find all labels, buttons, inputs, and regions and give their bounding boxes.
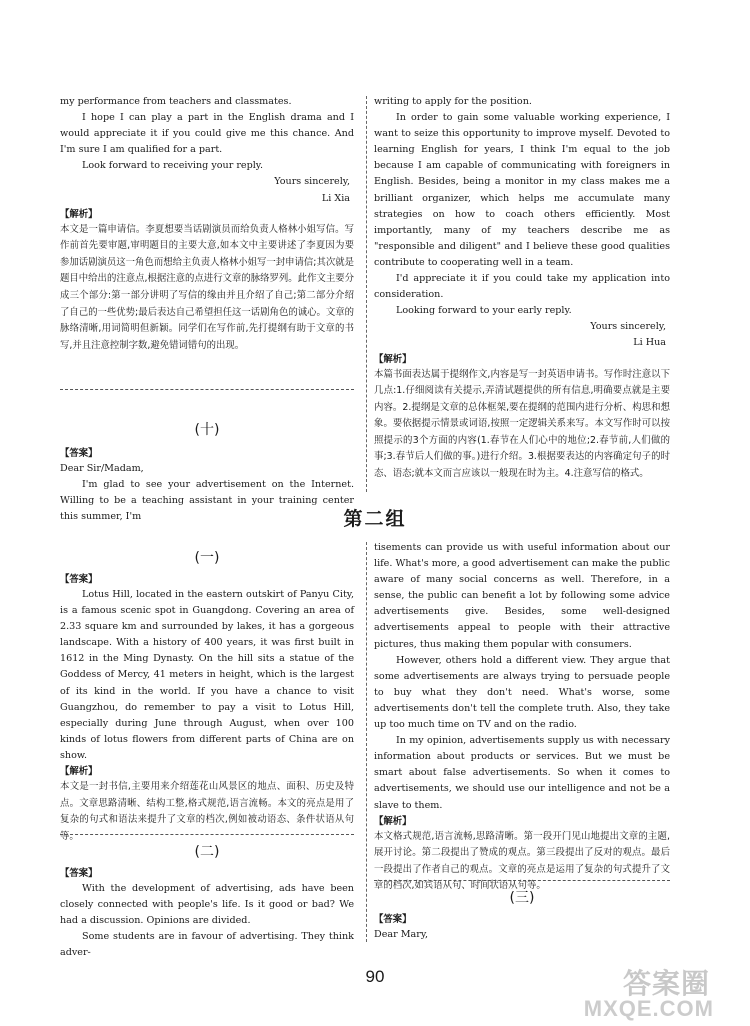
signature: Li Xia [321, 192, 350, 204]
signoff: Yours sincerely, [590, 321, 666, 333]
answer-paragraph: Lotus Hill, located in the eastern outskirt of Panyu City, is a famous scenic spot in Guangdong. Covering an area of 2.33 square km and surrounded by lakes, it has a gorgeous landscape. With a history of 400 years, it was first built in 1612 in the Ming Dynasty. On the hill sits a statue of the Goddess of Mercy, 41 meters in height, which is the largest of its kind in the world. If you have a chance to visit Guangzhou, do remember to pay a visit to Lotus Hill, especially during June through August, when over 100 kinds of lotus flowers from different parts of China are on show. [60, 589, 354, 761]
section-separator [374, 880, 670, 881]
signature: Li Hua [633, 337, 666, 349]
answer-paragraph: In my opinion, advertisements supply us with necessary information about products or services. But we must be smart about false advertisements. So when it comes to advertisements, we should use our intelligence and not be a slave to them. [374, 735, 670, 811]
section-number: (二) [194, 844, 220, 860]
letter-closing: Looking forward to your early reply. [396, 305, 572, 317]
analysis-text: 本篇书面表达属于提纲作文,内容是写一封英语申请书。写作时注意以下几点:1.仔细阅读有关提示,弄清试题提供的所有信息,明确要点就是主要内容。2.提纲是文章的总体框架,要在提纲的范围内进行分析、构思和想象。要依据提示情景或词语,按照一定逻辑关系来写。本文写作时可以按照提示的3个方面的内容(1.春节在人们心中的地位;2.春节前,人们做的事;3.春节后人们做的事。)进行介绍。3.根据要表达的内容确定句子的时态、语态;就本文而言应该以一般现在时为主。4.注意写信的格式。 [374, 368, 670, 480]
section-number: (三) [509, 890, 535, 906]
bottom-right-third [374, 888, 670, 943]
salutation: Dear Mary, [374, 929, 429, 940]
letter-closing: Look forward to receiving your reply. [82, 160, 264, 172]
bottom-left-second [60, 842, 354, 961]
section-number: (十) [194, 422, 220, 438]
top-right-column [374, 94, 670, 483]
signoff: Yours sincerely, [274, 176, 350, 188]
column-divider-top [366, 96, 367, 492]
analysis-label: 【解析】 [374, 353, 412, 365]
letter-line: writing to apply for the position. [374, 96, 532, 107]
answer-paragraph: tisements can provide us with useful information about our life. What's more, a good advertisement can make the public aware of many social concerns as well. Therefore, in a sense, the public can benefit a lot by following some advice advertisements give. Besides, some well-designed advertisements appeal to people with their attractive pictures, thus making them popular with consumers. [374, 542, 670, 650]
salutation: Dear Sir/Madam, [60, 463, 144, 474]
section-separator [60, 834, 354, 835]
section-number: (一) [194, 550, 220, 566]
letter-paragraph: I hope I can play a part in the English drama and I would appreciate it if you could give me this chance. And I'm sure I am qualified for a part. [60, 112, 354, 156]
section-separator [60, 389, 354, 390]
page-number: 90 [365, 967, 385, 986]
answer-label: 【答案】 [60, 868, 98, 879]
letter-paragraph: In order to gain some valuable working experience, I want to seize this opportunity to improve myself. Devoted to learning English for years, I think I'm equal to the job because I am capable of communicating with foreigners in English. Besides, being a monitor in my class makes me a brilliant organizer, which helps me accumulate many strategies on how to coach others efficiently. Most importantly, many of my teachers describe me as "responsible and diligent" and I believe these good qualities contribute to cooperating well in a team. [374, 112, 670, 268]
analysis-label: 【解析】 [374, 815, 412, 827]
answer-paragraph: I'm glad to see your advertisement on the Internet. Willing to be a teaching assistant in your training center this summer, I'm [60, 479, 354, 523]
bottom-right-column [374, 540, 670, 895]
letter-paragraph: I'd appreciate it if you could take my application into consideration. [374, 273, 670, 301]
answer-label: 【答案】 [374, 914, 412, 925]
analysis-text: 本文格式规范,语言流畅,思路清晰。第一段开门见山地提出文章的主题,展开讨论。第二段提出了赞成的观点。第三段提出了反对的观点。最后一段提出了作者自己的观点。文章的亮点是运用了复杂的句式提升了文章的档次,如宾语从句、时间状语从句等。 [374, 830, 670, 892]
analysis-text: 本文是一篇申请信。李夏想要当话剧演员而给负责人格林小姐写信。写作前首先要审题,审明题目的主要大意,如本文中主要讲述了李夏因为要参加话剧演员这一角色而想给主负责人格林小姐写一封申请信;其次就是题目中给出的注意点,根据注意的点进行文章的脉络罗列。此作文主要分成三个部分:第一部分讲明了写信的缘由并且介绍了自己;第二部分介绍了自己的一些优势;最后表达自己希望担任这一话剧角色的诚心。文章的脉络清晰,用词简明但新颖。同学们在写作前,先打提纲有助于文章的书写,并且注意控制字数,避免错词错句的出现。 [60, 223, 354, 351]
analysis-label: 【解析】 [60, 208, 98, 220]
top-left-column [60, 94, 354, 354]
analysis-text: 本文是一封书信,主要用来介绍莲花山风景区的地点、面积、历史及特点。文章思路清晰、结构工整,格式规范,语言流畅。本文的亮点是用了复杂的句式和语法来提升了文章的档次,例如被动语态、条件状语从句等。 [60, 781, 354, 842]
group-title: 第二组 [343, 508, 407, 530]
watermark-logo-text: 答案圈 [622, 967, 710, 1000]
watermark-url-text: MXQE.COM [583, 996, 714, 1021]
analysis-label: 【解析】 [60, 766, 98, 778]
answer-label: 【答案】 [60, 448, 98, 459]
bottom-left-column [60, 548, 354, 845]
answer-paragraph: Some students are in favour of advertising. They think adver- [60, 931, 354, 959]
answer-paragraph: However, others hold a different view. They argue that some advertisements are always trying to persuade people to buy what they don't need. What's worse, some advertisements don't tell the complete truth. Also, they take up too much time on TV and on the radio. [374, 654, 670, 731]
answer-paragraph: With the development of advertising, ads have been closely connected with people's life. Is it good or bad? We had a discussion. Opinions are divided. [60, 883, 354, 927]
column-divider-bottom [366, 542, 367, 942]
answer-label: 【答案】 [60, 574, 98, 585]
letter-line: my performance from teachers and classmates. [60, 96, 292, 107]
